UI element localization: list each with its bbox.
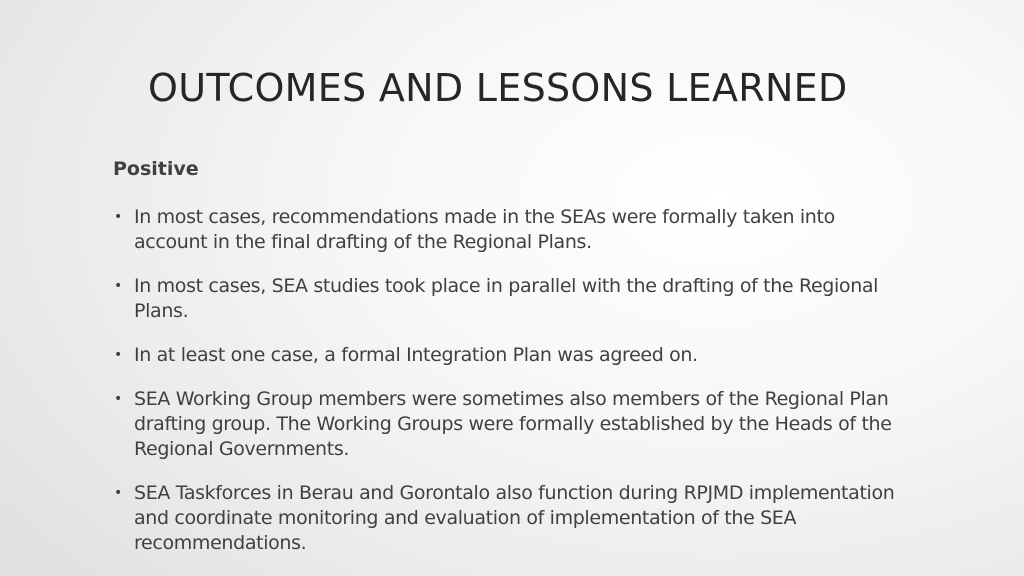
bullet-item bbox=[113, 274, 913, 324]
bullet-text: SEA Working Group members were sometimes also members of the Regional Plan drafting group. The Working Groups were formally established by the Heads of the Regional Governments. bbox=[134, 388, 892, 460]
bullet-item bbox=[113, 387, 913, 462]
bullet-dot-icon: • bbox=[114, 209, 122, 225]
bullet-text: In at least one case, a formal Integration Plan was agreed on. bbox=[134, 344, 698, 366]
bullet-dot-icon: • bbox=[114, 485, 122, 501]
bullet-item bbox=[113, 205, 913, 255]
bullet-item bbox=[113, 481, 913, 556]
bullet-dot-icon: • bbox=[114, 278, 122, 294]
bullet-text: In most cases, SEA studies took place in parallel with the drafting of the Regional Plans. bbox=[134, 275, 879, 322]
bullet-text: SEA Taskforces in Berau and Gorontalo also function during RPJMD implementation and coordinate monitoring and evaluation of implementation of the SEA recommendations. bbox=[134, 482, 895, 554]
bullet-dot-icon: • bbox=[114, 347, 122, 363]
bullet-item bbox=[113, 343, 913, 368]
slide-content bbox=[113, 155, 913, 556]
bullet-list bbox=[113, 205, 913, 556]
bullet-text: In most cases, recommendations made in the SEAs were formally taken into account in the final drafting of the Regional Plans. bbox=[134, 206, 835, 253]
section-heading-positive: Positive bbox=[113, 158, 199, 180]
slide-title: OUTCOMES AND LESSONS LEARNED bbox=[148, 66, 848, 110]
bullet-dot-icon: • bbox=[114, 391, 122, 407]
